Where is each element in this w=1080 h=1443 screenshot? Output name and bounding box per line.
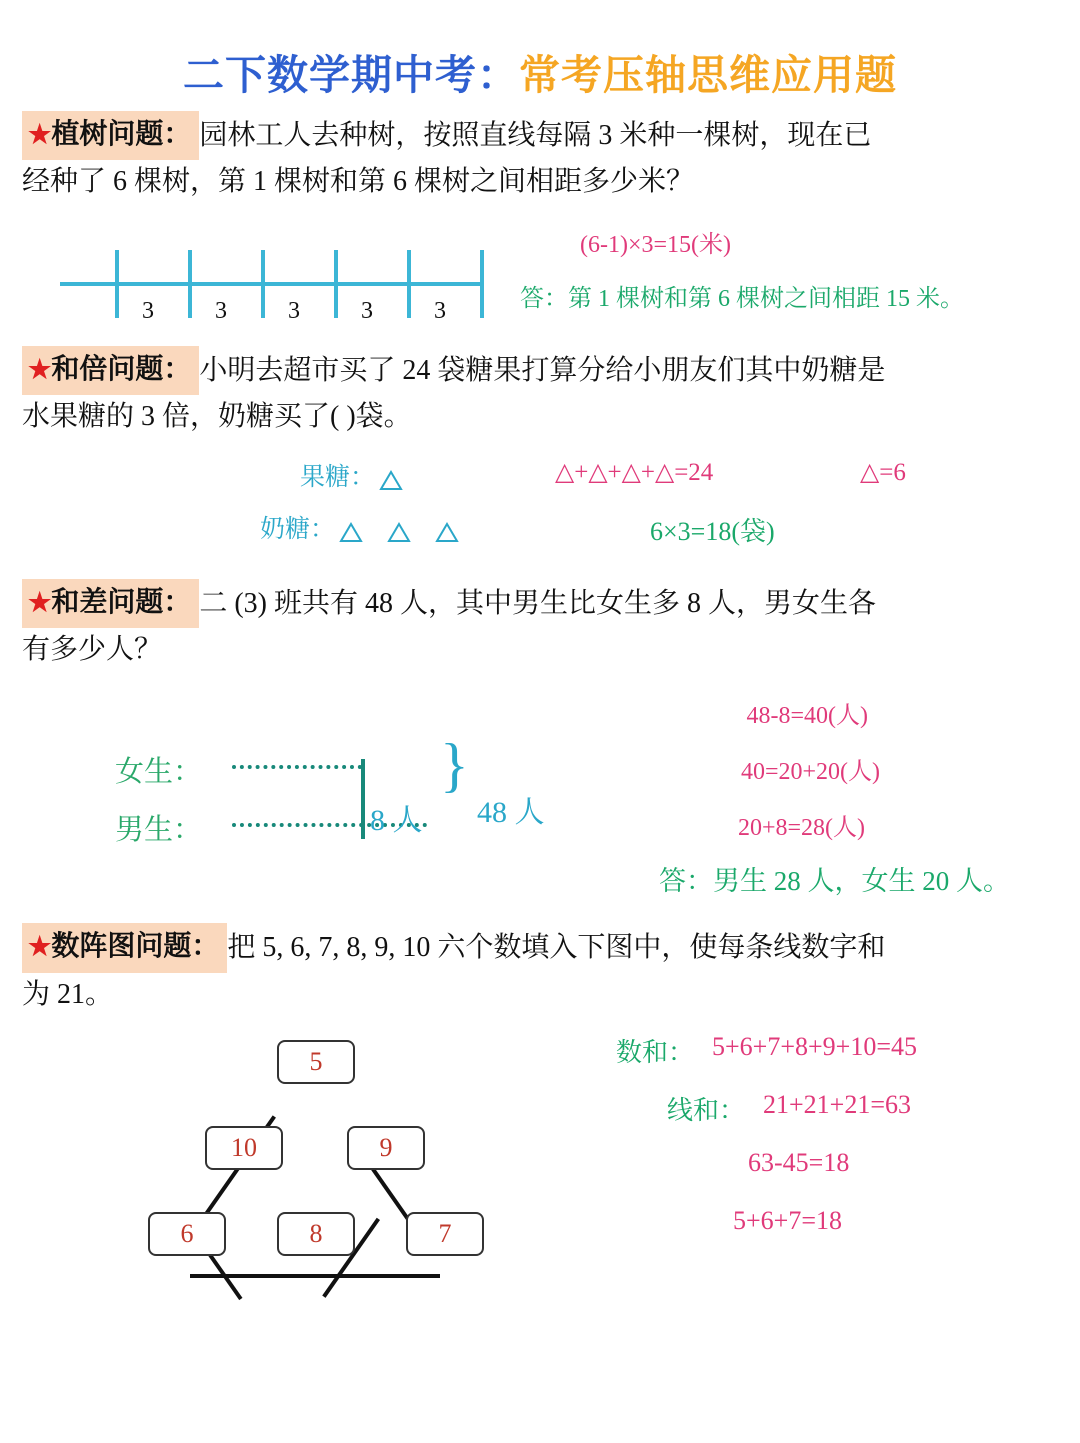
section-tag-label: 和倍问题： — [51, 353, 192, 385]
triangle-icon — [387, 522, 411, 543]
section-tag-tree — [22, 111, 199, 160]
multiple-diagram-area — [0, 449, 1080, 579]
segment-label: 3 — [361, 297, 373, 324]
array-sum-label: 数和： — [616, 1038, 695, 1068]
question-text-2-wrap — [22, 628, 1058, 671]
section-tag-label: 植树问题： — [51, 119, 192, 150]
question-text-2-wrap — [22, 973, 1058, 1016]
difference-value: 8 人 — [370, 804, 423, 838]
question-text-2: 为 21。 — [22, 978, 114, 1010]
section-tree-planting — [0, 111, 1080, 204]
array-node-bottom-right: 7 — [406, 1212, 484, 1256]
triangle-icon — [339, 522, 363, 543]
question-text-2: 有多少人？ — [22, 633, 163, 665]
array-node-bottom-mid: 8 — [277, 1212, 355, 1256]
array-sum-value: 5+6+7+8+9+10=45 — [712, 1032, 917, 1062]
girls-label: 女生： — [115, 756, 203, 789]
array-lines-value: 21+21+21=63 — [763, 1090, 911, 1120]
question-line — [22, 346, 1058, 395]
difference-calc-3: 20+8=28(人) — [737, 815, 865, 842]
difference-diagram-area — [0, 677, 1080, 907]
triangle-icon — [435, 522, 459, 543]
number-line-tick — [188, 250, 192, 318]
multiple-equation-2: △=6 — [860, 458, 906, 486]
array-node-top: 5 — [277, 1040, 355, 1084]
section-tag-multiple — [22, 346, 199, 395]
section-number-array — [0, 923, 1080, 1016]
section-tag-label: 和差问题： — [51, 586, 192, 618]
section-sum-multiple — [0, 346, 1080, 439]
boys-label: 男生： — [115, 814, 203, 847]
tree-number-line-area — [0, 222, 1080, 342]
difference-calc-2: 40=20+20(人) — [740, 759, 880, 786]
section-tag-array — [22, 923, 227, 972]
multiple-equation-3: 6×3=18(袋) — [650, 516, 775, 546]
star-icon: ★ — [28, 587, 52, 617]
segment-label: 3 — [434, 297, 446, 324]
question-text-1: 二 (3) 班共有 48 人，其中男生比女生多 8 人，男女生各 — [199, 587, 876, 619]
segment-label: 3 — [215, 297, 227, 324]
fruit-candy-label: 果糖： — [300, 463, 376, 491]
question-text-2: 水果糖的 3 倍，奶糖买了( )袋。 — [22, 401, 412, 433]
question-text-2-wrap — [22, 395, 1058, 438]
array-edge — [190, 1274, 440, 1278]
milk-candy-label: 奶糖： — [260, 515, 336, 543]
tree-answer: 答：第 1 棵树和第 6 棵树之间相距 15 米。 — [520, 285, 964, 312]
question-line — [22, 923, 1058, 972]
tree-calculation: (6-1)×3=15(米) — [580, 231, 732, 258]
number-line-axis — [60, 282, 480, 286]
number-line-diagram — [60, 240, 480, 324]
question-text-1: 小明去超市买了 24 袋糖果打算分给小朋友们其中奶糖是 — [199, 354, 886, 386]
difference-answer: 答：男生 28 人，女生 20 人。 — [659, 866, 1010, 897]
question-line — [22, 579, 1058, 628]
multiple-equation-1: △+△+△+△=24 — [555, 458, 714, 486]
array-node-right-mid: 9 — [347, 1126, 425, 1170]
star-icon: ★ — [28, 354, 52, 384]
question-text-2: 经种了 6 棵树，第 1 棵树和第 6 棵树之间相距多少米？ — [22, 166, 695, 198]
page-title — [0, 0, 1080, 101]
number-line-tick — [261, 250, 265, 318]
array-diagram-area — [0, 1022, 1080, 1312]
total-value: 48 人 — [477, 796, 545, 830]
question-text-1: 园林工人去种树，按照直线每隔 3 米种一棵树，现在已 — [199, 120, 872, 151]
star-icon: ★ — [28, 120, 52, 149]
number-line-tick — [407, 250, 411, 318]
segment-label: 3 — [288, 297, 300, 324]
number-line-tick — [115, 250, 119, 318]
page-title-part1: 二下数学期中考： — [183, 52, 519, 98]
brace-icon: } — [440, 732, 469, 799]
number-line-tick — [334, 250, 338, 318]
difference-divider — [361, 759, 365, 839]
number-line-tick — [480, 250, 484, 318]
difference-calc-1: 48-8=40(人) — [746, 703, 868, 730]
array-node-left-mid: 10 — [205, 1126, 283, 1170]
fruit-candy-row — [300, 457, 403, 493]
question-text-2-wrap — [22, 160, 1058, 203]
section-sum-difference — [0, 579, 1080, 672]
triangle-icon — [379, 470, 403, 491]
array-lines-label: 线和： — [667, 1096, 746, 1126]
milk-candy-row — [260, 509, 459, 545]
question-text-1: 把 5, 6, 7, 8, 9, 10 六个数填入下图中，使每条线数字和 — [227, 932, 886, 964]
segment-label: 3 — [142, 297, 154, 324]
array-corners-value: 5+6+7=18 — [733, 1206, 842, 1236]
array-diff-value: 63-45=18 — [748, 1148, 850, 1178]
page-title-part2: 常考压轴思维应用题 — [519, 52, 897, 98]
section-tag-label: 数阵图问题： — [51, 931, 220, 963]
section-tag-difference — [22, 579, 199, 628]
array-node-bottom-left: 6 — [148, 1212, 226, 1256]
girls-bar — [232, 765, 362, 769]
question-line — [22, 111, 1058, 160]
star-icon: ★ — [28, 932, 52, 962]
